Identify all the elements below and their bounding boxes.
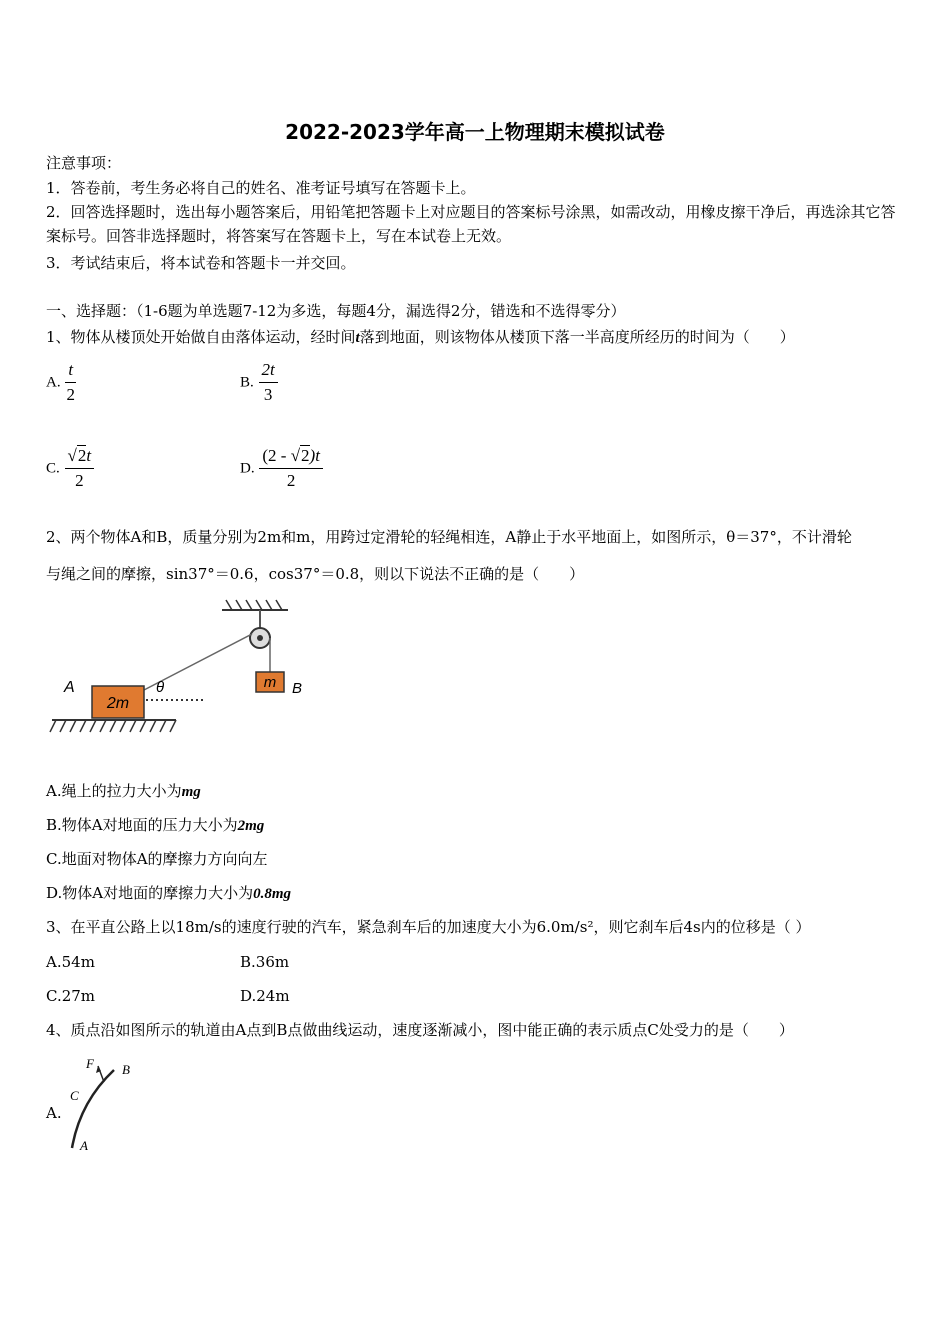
angle-theta: θ: [156, 679, 165, 696]
q1-stem: [46, 326, 795, 349]
q1-option-b-den: 3: [263, 385, 273, 404]
label-f: F: [86, 1056, 94, 1071]
q3-option-c: C.27m: [46, 987, 96, 1005]
q2-option-c: [46, 848, 268, 870]
q3-stem: 3、在平直公路上以18m/s的速度行驶的汽车，紧急刹车后的加速度大小为6.0m/s²，则它刹车后4s内的位移是（ ）: [46, 918, 811, 936]
section-heading: 一、选择题：（1-6题为单选题7-12为多选，每题4分，漏选得2分，错选和不选得零分）: [46, 302, 626, 320]
notice-item-2: 2．回答选择题时，选出每小题答案后，用铅笔把答题卡上对应题目的答案标号涂黑，如需改动，用橡皮擦干净后，再选涂其它答案标号。回答非选择题时，将答案写在答题卡上，写在本试卷上无效。: [46, 203, 896, 245]
q2-option-b: [46, 814, 264, 837]
q3-option-d: D.24m: [240, 987, 290, 1005]
q2-stem-line-2: 与绳之间的摩擦，sin37°＝0.6，cos37°＝0.8，则以下说法不正确的是（ ）: [46, 565, 585, 583]
q1-option-d-num: (2 - √2)t: [259, 446, 323, 469]
block-b-label: m: [263, 674, 277, 691]
q1-option-d: [240, 446, 323, 491]
page-title: 2022-2023学年高一上物理期末模拟试卷: [285, 120, 665, 144]
q2-pulley-figure: [46, 596, 316, 742]
q1-option-b-label: B.: [240, 374, 254, 391]
q2-option-a: [46, 780, 201, 803]
q1-option-d-num-b: )t: [309, 446, 320, 465]
q1-stem-var: t: [355, 330, 360, 346]
q1-option-a-den: 2: [66, 385, 75, 404]
q1-stem-part-a: 1、物体从楼顶处开始做自由落体运动，经时间: [46, 328, 356, 346]
q1-option-c-fraction: [65, 446, 95, 491]
ceiling-hatch: [222, 600, 288, 610]
q2-option-a-var: mg: [181, 784, 201, 800]
q4-trajectory-figure: [60, 1052, 150, 1156]
ground-hatch: [50, 720, 176, 732]
q3-option-a: A.54m: [46, 953, 95, 971]
q1-option-a-label: A.: [46, 374, 61, 391]
q2-option-b-text: B.物体A对地面的压力大小为: [46, 816, 238, 834]
q1-option-c-label: C.: [46, 460, 60, 477]
q2-option-a-text: A.绳上的拉力大小为: [46, 782, 182, 800]
q1-option-b-num: 2t: [259, 360, 278, 383]
q1-option-d-label: D.: [240, 460, 255, 477]
q1-option-d-fraction: [259, 446, 323, 491]
q1-option-c: [46, 446, 94, 491]
notice-heading: 注意事项：: [46, 154, 122, 172]
q1-option-d-num-a: (2 -: [262, 446, 291, 465]
q2-option-d-text: D.物体A对地面的摩擦力大小为: [46, 884, 254, 902]
label-a: A: [64, 679, 75, 696]
q2-option-d: [46, 882, 291, 905]
q3-option-b: B.36m: [240, 953, 290, 971]
q1-option-d-den: 2: [286, 471, 296, 490]
block-a-label: 2m: [106, 695, 130, 712]
notice-item-3: 3．考试结束后，将本试卷和答题卡一并交回。: [46, 254, 356, 272]
q1-option-c-num: √2t: [65, 446, 95, 469]
label-b: B: [122, 1062, 130, 1077]
q2-stem-line-1: 2、两个物体A和B，质量分别为2m和m，用跨过定滑轮的轻绳相连，A静止于水平地面上，如图所示，θ＝37°，不计滑轮: [46, 528, 852, 546]
q1-option-c-den: 2: [75, 471, 84, 490]
q2-option-d-var: 0.8mg: [253, 886, 292, 902]
q1-option-d-sqrt: 2: [301, 446, 310, 465]
q2-option-b-var: 2mg: [237, 818, 265, 834]
q1-option-a-fraction: [65, 360, 76, 405]
label-b: B: [292, 680, 303, 697]
label-c: C: [70, 1088, 79, 1103]
q1-option-b-fraction: [259, 360, 278, 405]
q1-option-c-sqrt: 2: [77, 446, 87, 465]
pulley-axle: [257, 635, 263, 641]
q4-option-a-label: A.: [46, 1104, 62, 1122]
q1-option-a-num: t: [65, 360, 76, 383]
trajectory-curve: [72, 1070, 114, 1148]
q1-option-c-var: t: [86, 446, 92, 465]
q2-option-c-text: C.地面对物体A的摩擦力方向向左: [46, 850, 268, 868]
label-a: A: [80, 1138, 88, 1153]
q4-stem: 4、质点沿如图所示的轨道由A点到B点做曲线运动，速度逐渐减小，图中能正确的表示质点C处受力的是（ ）: [46, 1021, 794, 1039]
q1-stem-part-b: 落到地面，则该物体从楼顶下落一半高度所经历的时间为（ ）: [359, 328, 795, 346]
q1-option-a: [46, 360, 76, 405]
q1-option-b: [240, 360, 278, 405]
notice-item-1: 1．答卷前，考生务必将自己的姓名、准考证号填写在答题卡上。: [46, 179, 476, 197]
